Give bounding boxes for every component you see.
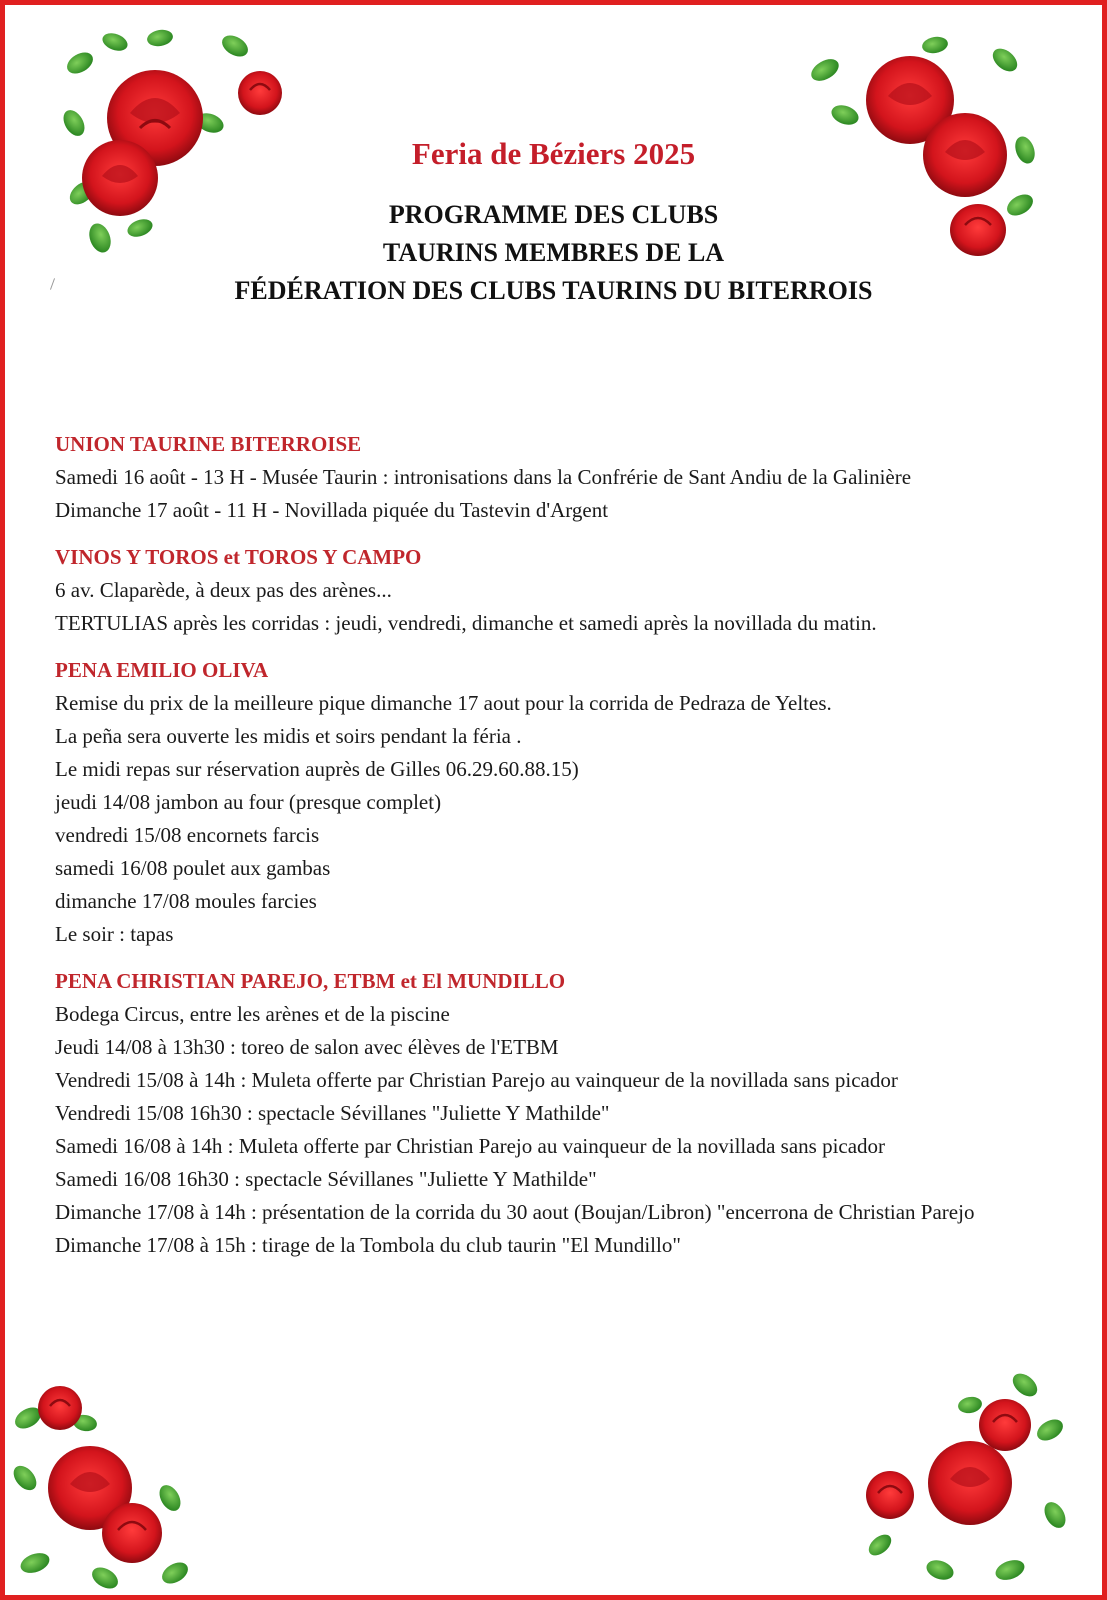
event-line: Samedi 16 août - 13 H - Musée Taurin : intronisations dans la Confrérie de Sant Andiu de la Galinière xyxy=(55,465,912,489)
club-program-list xyxy=(55,428,1055,1276)
event-line: Vendredi 15/08 à 14h : Muleta offerte par Christian Parejo au vainqueur de la novillada sans picador xyxy=(55,1068,898,1092)
club-name: UNION TAURINE BITERROISE xyxy=(55,432,362,456)
event-line: La peña sera ouverte les midis et soirs pendant la féria . xyxy=(55,724,522,748)
event-line: Dimanche 17/08 à 14h : présentation de la corrida du 30 aout (Boujan/Libron) "encerrona de Christian Parejo xyxy=(55,1200,975,1224)
event-line: Vendredi 15/08 16h30 : spectacle Sévillanes "Juliette Y Mathilde" xyxy=(55,1101,610,1125)
event-line: samedi 16/08 poulet aux gambas xyxy=(55,856,331,880)
program-title xyxy=(0,196,1107,310)
club-section-vinos-y-toros xyxy=(55,541,1055,640)
event-line: Le soir : tapas xyxy=(55,922,174,946)
event-line: TERTULIAS après les corridas : jeudi, vendredi, dimanche et samedi après la novillada du matin. xyxy=(55,611,877,635)
club-section-pena-emilio-oliva xyxy=(55,654,1055,951)
program-title-line: FÉDÉRATION DES CLUBS TAURINS DU BITERROIS xyxy=(234,276,873,305)
club-name: PENA EMILIO OLIVA xyxy=(55,658,269,682)
event-line: Jeudi 14/08 à 13h30 : toreo de salon avec élèves de l'ETBM xyxy=(55,1035,559,1059)
feria-title: Feria de Béziers 2025 xyxy=(411,136,696,171)
club-name: VINOS Y TOROS et TOROS Y CAMPO xyxy=(55,545,422,569)
event-line: Samedi 16/08 16h30 : spectacle Sévillanes "Juliette Y Mathilde" xyxy=(55,1167,597,1191)
club-section-union-taurine xyxy=(55,428,1055,527)
event-line: Samedi 16/08 à 14h : Muleta offerte par Christian Parejo au vainqueur de la novillada sans picador xyxy=(55,1134,886,1158)
rose-decoration-bottom-left xyxy=(10,1378,215,1593)
program-title-line: PROGRAMME DES CLUBS xyxy=(388,200,719,229)
event-line: Le midi repas sur réservation auprès de Gilles 06.29.60.88.15) xyxy=(55,757,579,781)
event-line: Dimanche 17 août - 11 H - Novillada piquée du Tastevin d'Argent xyxy=(55,498,609,522)
event-line: 6 av. Claparède, à deux pas des arènes... xyxy=(55,578,392,602)
event-line: Bodega Circus, entre les arènes et de la piscine xyxy=(55,1002,450,1026)
event-line: Remise du prix de la meilleure pique dimanche 17 aout pour la corrida de Pedraza de Yeltes. xyxy=(55,691,832,715)
event-line: jeudi 14/08 jambon au four (presque complet) xyxy=(55,790,442,814)
rose-decoration-bottom-right xyxy=(860,1365,1070,1595)
event-line: vendredi 15/08 encornets farcis xyxy=(55,823,320,847)
club-name: PENA CHRISTIAN PAREJO, ETBM et El MUNDILLO xyxy=(55,969,566,993)
program-title-line: TAURINS MEMBRES DE LA xyxy=(382,238,725,267)
event-line: dimanche 17/08 moules farcies xyxy=(55,889,317,913)
club-section-pena-christian-parejo xyxy=(55,965,1055,1262)
event-line: Dimanche 17/08 à 15h : tirage de la Tombola du club taurin "El Mundillo" xyxy=(55,1233,681,1257)
